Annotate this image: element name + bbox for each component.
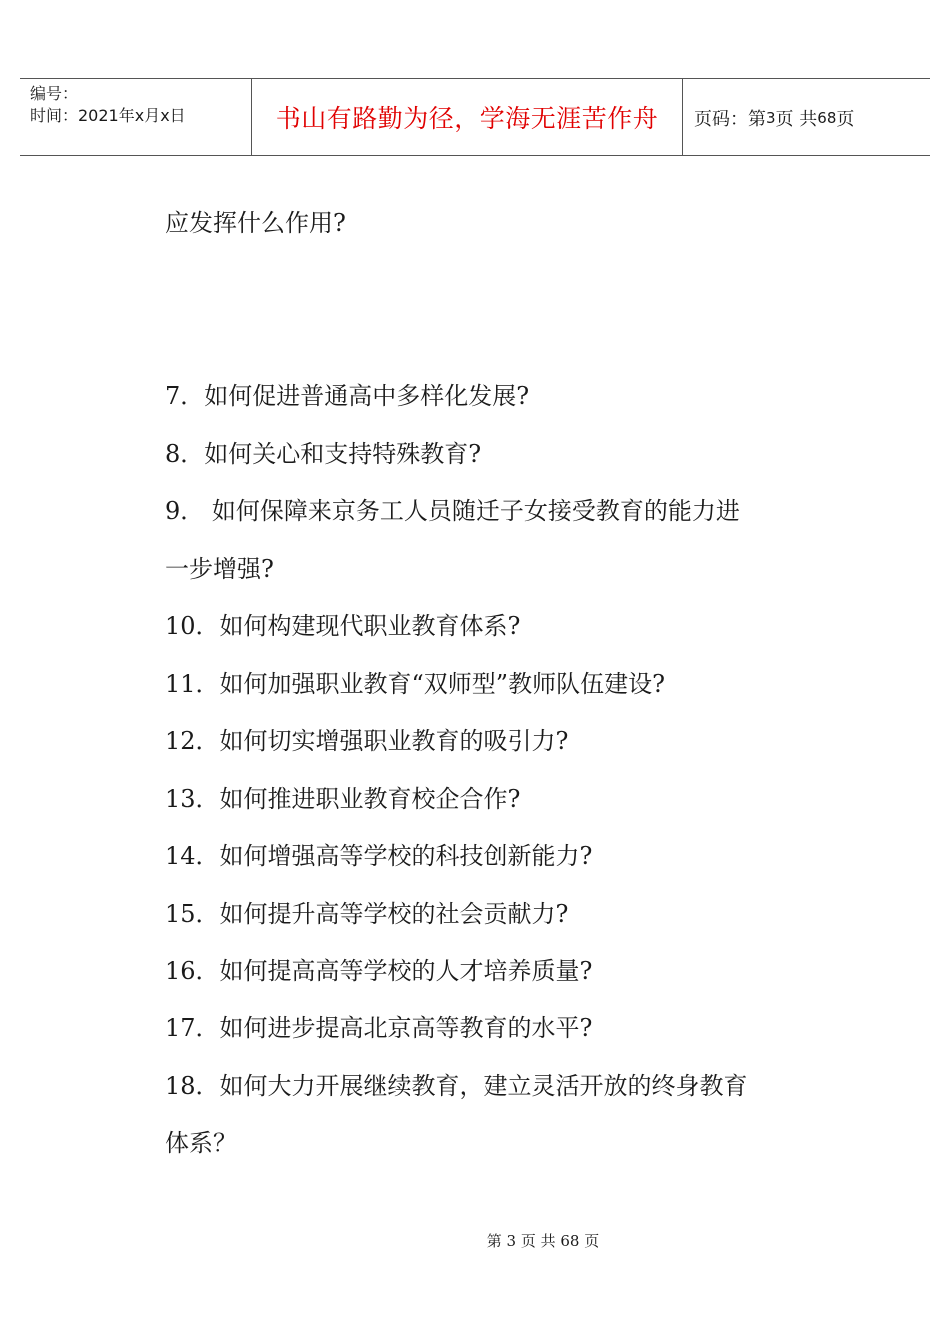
document-header xyxy=(20,78,930,156)
question-item: 16．如何提高高等学校的人才培养质量? xyxy=(165,957,593,985)
header-motto: 书山有路勤为径，学海无涯苦作舟 xyxy=(275,103,659,133)
question-item: 8．如何关心和支持特殊教育? xyxy=(165,440,482,468)
header-divider xyxy=(682,79,683,155)
page-prefix: 页码：第 xyxy=(694,109,766,130)
body-line: 一步增强? xyxy=(165,555,274,583)
question-item: 15．如何提升高等学校的社会贡献力? xyxy=(165,900,569,928)
number-label: 编号： xyxy=(30,84,79,103)
page-total: 68 xyxy=(817,109,837,127)
page-suffix: 页 xyxy=(836,109,855,130)
page-mid: 页 共 xyxy=(775,109,818,130)
question-item: 10．如何构建现代职业教育体系? xyxy=(165,612,521,640)
question-item: 9． 如何保障来京务工人员随迁子女接受教育的能力进 xyxy=(165,497,740,525)
header-meta xyxy=(30,83,186,127)
body-line: 应发挥什么作用? xyxy=(165,209,346,237)
question-item: 13．如何推进职业教育校企合作? xyxy=(165,785,521,813)
page-footer: 第 3 页 共 68 页 xyxy=(486,1232,600,1250)
question-item: 11．如何加强职业教育“双师型”教师队伍建设? xyxy=(165,670,665,698)
question-item: 14．如何增强高等学校的科技创新能力? xyxy=(165,842,593,870)
body-line: 体系？ xyxy=(165,1129,237,1157)
question-item: 17．如何进步提高北京高等教育的水平? xyxy=(165,1014,593,1042)
question-item: 18．如何大力开展继续教育，建立灵活开放的终身教育 xyxy=(165,1072,748,1100)
question-item: 7．如何促进普通高中多样化发展? xyxy=(165,382,530,410)
header-page-info xyxy=(694,79,854,157)
question-item: 12．如何切实增强职业教育的吸引力? xyxy=(165,727,569,755)
date-label: 时间：2021年x月x日 xyxy=(30,106,186,125)
page-current: 3 xyxy=(766,109,776,127)
